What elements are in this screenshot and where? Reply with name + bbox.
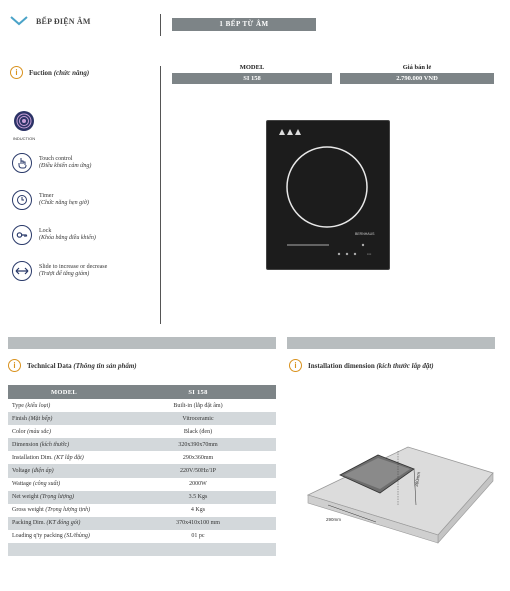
touch-icon (12, 153, 32, 173)
cooktop-image (266, 120, 390, 270)
feature-slide-en: Slide to increase or decrease (39, 264, 108, 270)
dim-width-label: 290mm (326, 517, 342, 522)
spec-table (8, 385, 276, 556)
table-row (8, 491, 276, 504)
brand-header (10, 16, 91, 26)
induction-label: INDUCTION (12, 136, 36, 141)
spec-key-en: Finish (12, 415, 28, 422)
table-row (8, 464, 276, 477)
divider-top (160, 14, 161, 36)
feature-touch (12, 153, 91, 173)
feature-lock (12, 225, 96, 245)
technical-title (8, 359, 137, 372)
price-value: 2.790.000 VNĐ (340, 73, 494, 84)
spec-key-en: Packing Dim. (12, 520, 45, 527)
table-row (8, 478, 276, 491)
spec-key-en: Type (12, 402, 24, 409)
table-row (8, 399, 276, 412)
hob-brand: BERNHAUS (355, 232, 375, 236)
spec-key (8, 517, 120, 530)
spec-key-vi: (điện áp) (31, 468, 54, 475)
spec-key-vi: (kiểu loại) (25, 402, 51, 409)
dim-depth-label: 360mm (413, 471, 422, 488)
table-row (8, 438, 276, 451)
model-value: SI 158 (172, 73, 332, 84)
spec-key-en: Net weight (12, 494, 39, 501)
table-row (8, 425, 276, 438)
spec-key-en: Gross weight (12, 507, 44, 514)
installation-title (289, 359, 434, 372)
spec-value (120, 543, 276, 556)
spec-value: 370x410x100 mm (120, 517, 276, 530)
spec-key-vi: (KT lắp đặt) (54, 454, 84, 461)
spec-header-model: MODEL (8, 385, 120, 399)
timer-icon (12, 190, 32, 210)
table-row (8, 517, 276, 530)
model-label: MODEL (239, 64, 265, 71)
table-row (8, 530, 276, 543)
spec-key (8, 491, 120, 504)
table-row (8, 412, 276, 425)
spec-key-vi: (Mặt bếp) (28, 415, 53, 422)
spec-value: 290x360mm (182, 454, 214, 461)
slide-icon (12, 261, 32, 281)
spec-value: 220V/50Hz/1P (120, 464, 276, 477)
chevron-logo-icon (10, 16, 28, 26)
spec-value: 2000W (189, 481, 207, 488)
spec-key-en: Installation Dim. (12, 454, 53, 461)
table-row (8, 451, 276, 464)
spec-key (8, 504, 120, 517)
spec-value: Built-in (lắp đặt âm) (173, 402, 223, 409)
cooking-zone-ring (287, 147, 367, 227)
info-icon: i (289, 359, 302, 372)
spec-key-en: Color (12, 428, 26, 435)
spec-header-value: SI 158 (120, 385, 276, 399)
warning-icons (279, 129, 301, 135)
technical-title-en: Technical Data (27, 361, 72, 370)
price-label: Giá bán lẻ (402, 64, 432, 71)
section-bar-right (287, 337, 495, 349)
installation-title-vi: (kích thước lắp đặt) (376, 361, 434, 370)
feature-lock-en: Lock (39, 228, 52, 234)
table-row (8, 543, 276, 556)
spec-key (8, 530, 120, 543)
brand-label: BẾP ĐIỆN ÂM (36, 16, 91, 26)
info-icon: i (10, 66, 23, 79)
spec-key (8, 425, 120, 438)
spec-value: 4 Kgs (190, 507, 206, 514)
spec-key-vi: (SL/thùng) (64, 533, 90, 540)
spec-key (8, 451, 120, 464)
feature-timer (12, 190, 89, 210)
spec-key-vi: (Trọng lượng) (40, 494, 74, 501)
feature-slide (12, 261, 107, 281)
spec-key-en: Wattage (12, 481, 32, 488)
spec-key (8, 464, 120, 477)
spec-table-wrap (8, 385, 276, 556)
divider-vertical (160, 66, 161, 324)
spec-header-row (8, 385, 276, 399)
info-icon: i (8, 359, 21, 372)
svg-text:≡≡≡: ≡≡≡ (367, 253, 372, 256)
function-title (10, 66, 89, 79)
spec-value: Black (đen) (183, 428, 213, 435)
spec-key-vi: (màu sắc) (27, 428, 51, 435)
induction-badge (10, 110, 38, 141)
feature-timer-en: Timer (39, 193, 54, 199)
spec-key (8, 399, 120, 412)
spec-key (8, 412, 120, 425)
spec-key-en: Loading q'ty packing (12, 533, 63, 540)
spec-key (8, 438, 120, 451)
feature-slide-vi: (Trượt để tăng giảm) (39, 271, 90, 277)
spec-value: 3.5 Kgs (120, 491, 276, 504)
feature-timer-vi: (Chức năng hẹn giờ) (39, 200, 89, 206)
spec-value: 01 pc (191, 533, 205, 540)
lock-icon (12, 225, 32, 245)
spec-value: Vitroceramic (120, 412, 276, 425)
spec-key-vi: (Trọng lượng tịnh) (45, 507, 91, 514)
spec-key (8, 543, 120, 556)
spec-value: 320x390x70mm (120, 438, 276, 451)
table-row (8, 504, 276, 517)
spec-key (8, 478, 120, 491)
installation-diagram (298, 425, 498, 550)
feature-lock-vi: (Khóa bằng điều khiển) (39, 235, 96, 241)
function-title-en: Fuction (29, 68, 52, 77)
function-title-vi: (chức năng) (53, 68, 90, 77)
technical-title-vi: (Thông tin sản phẩm) (73, 361, 137, 370)
spec-key-en: Voltage (12, 468, 31, 475)
feature-touch-en: Touch control (39, 156, 73, 162)
spec-key-vi: (công suất) (33, 481, 61, 488)
section-bar-left (8, 337, 276, 349)
spec-key-vi: (kích thước) (39, 441, 70, 448)
installation-drawing (298, 425, 498, 545)
spec-key-vi: (KT đóng gói) (46, 520, 81, 527)
induction-icon (13, 110, 35, 132)
feature-touch-vi: (Điều khiển cảm ứng) (39, 163, 92, 169)
cooktop-drawing (267, 121, 391, 271)
installation-title-en: Installation dimension (308, 361, 375, 370)
spec-key-en: Dimension (12, 441, 39, 448)
category-banner: 1 BẾP TỪ ÂM (172, 18, 316, 31)
